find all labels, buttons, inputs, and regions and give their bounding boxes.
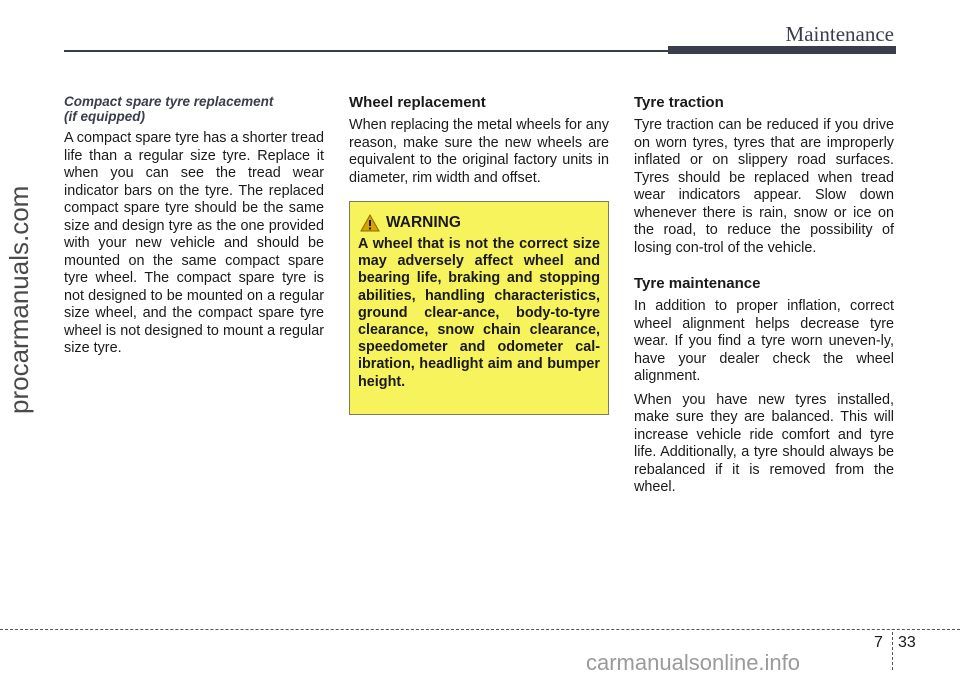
tyre-maintenance-paragraph-1: In addition to proper inflation, correct wheel alignment helps decrease tyre wear. If you find a tyre worn uneven-ly, have your dealer check the wheel alignment. — [634, 298, 894, 384]
column-compact-spare — [64, 94, 324, 364]
warning-header — [358, 214, 600, 232]
chapter-number: 7 — [874, 634, 883, 651]
wheel-replacement-heading: Wheel replacement — [349, 94, 486, 111]
compact-spare-heading-line1: Compact spare tyre replacement — [64, 94, 274, 109]
section-title: Maintenance — [785, 22, 894, 46]
side-watermark: procarmanuals.com — [4, 185, 34, 414]
wheel-replacement-paragraph: When replacing the metal wheels for any reason, make sure the new wheels are equivalent to the original factory units in diameter, rim width and offset. — [349, 117, 609, 186]
tyre-traction-heading: Tyre traction — [634, 94, 724, 111]
tyre-maintenance-heading: Tyre maintenance — [634, 275, 761, 292]
warning-label: WARNING — [386, 214, 461, 231]
header-accent-bar — [668, 46, 896, 54]
compact-spare-paragraph: A compact spare tyre has a shorter tread life than a regular size tyre. Replace it when you can see the tread wear indicator bars on the tyre. The replaced compact spare tyre should be the same size and design tyre as the one provided with your new vehicle and should be mounted on the same compact spare tyre wheel. The compact spare tyre is not designed to be mounted on a regular size wheel, and the compact spare tyre wheel is not designed to mount a regular size tyre. — [64, 130, 324, 356]
compact-spare-heading-line2: (if equipped) — [64, 109, 145, 124]
page-number: 33 — [898, 634, 916, 651]
warning-triangle-icon — [360, 214, 380, 232]
column-wheel-replacement — [349, 94, 609, 415]
tyre-traction-paragraph: Tyre traction can be reduced if you drive on worn tyres, tyres that are improperly inflated or on slippery road surfaces. Tyres should be replaced when tread wear indicators appear. Slow down whenever there is rain, snow or ice on the road, to reduce the possibility of losing con-trol of the vehicle. — [634, 117, 894, 256]
column-tyre-traction — [634, 94, 894, 503]
page-number-separator — [892, 632, 893, 670]
section-spacer — [634, 263, 894, 275]
tyre-maintenance-paragraph-2: When you have new tyres installed, make sure they are balanced. This will increase vehicle ride comfort and tyre life. Additionally, a tyre should always be rebalanced if it is removed from the wheel. — [634, 391, 894, 495]
footer-watermark: carmanualsonline.info — [586, 650, 801, 675]
warning-text: A wheel that is not the correct size may adversely affect wheel and bearing life, braking and stopping abilities, handling characteristics, ground clear-ance, body-to-tyre clearance, snow chain clearance, speedometer and odometer cal-ibration, headlight aim and bumper height. — [358, 236, 600, 390]
warning-box — [349, 201, 609, 415]
header-rule — [64, 50, 668, 52]
footer-rule — [0, 629, 960, 630]
compact-spare-heading — [64, 94, 324, 124]
